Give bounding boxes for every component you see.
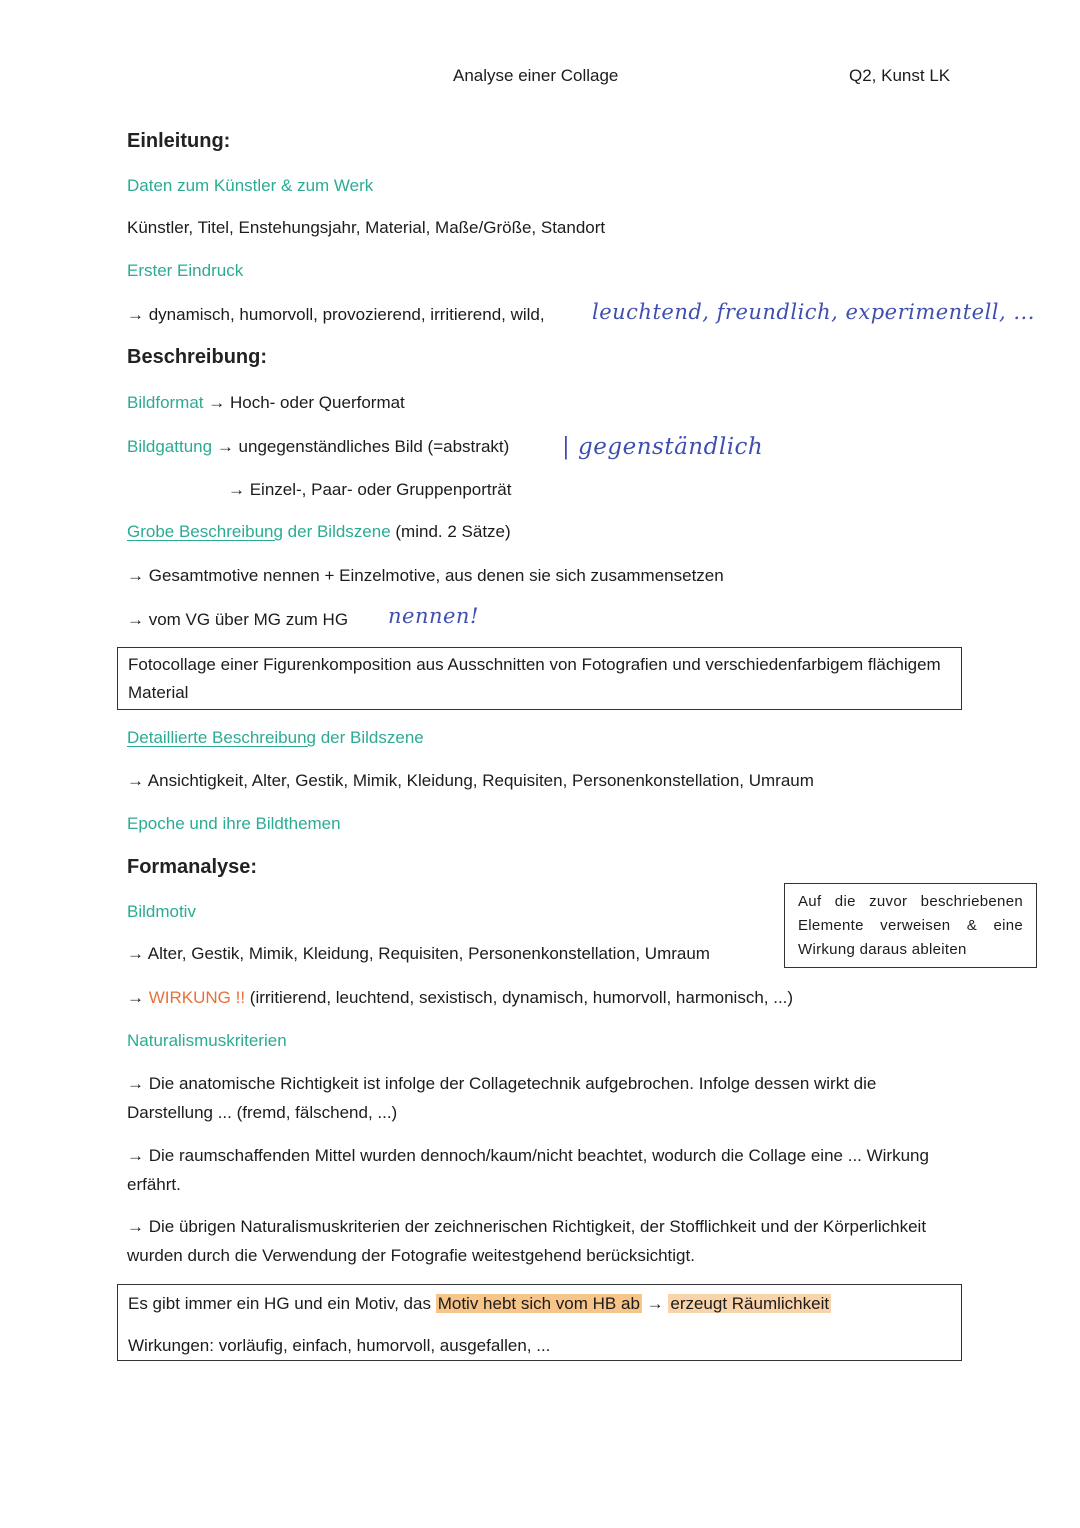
wirkung-arrow: → — [127, 988, 149, 1007]
arrow: → — [641, 1294, 669, 1313]
box-line-1 — [128, 1290, 951, 1318]
label-daten: Daten zum Künstler & zum Werk — [127, 176, 374, 195]
handwritten-nennen: nennen! — [388, 604, 479, 628]
text-ansichtigkeit: → Ansichtigkeit, Alter, Gestik, Mimik, Kleidung, Requisiten, Personenkonstellation, Umraum — [127, 771, 814, 790]
label-bildmotiv: Bildmotiv — [127, 902, 196, 921]
label-bildszene-2: der Bildszene — [316, 728, 424, 747]
heading-formanalyse: Formanalyse: — [127, 856, 258, 878]
text-wirkung: (irritierend, leuchtend, sexistisch, dynamisch, humorvoll, harmonisch, ...) — [245, 988, 794, 1007]
label-grobe-beschreibung: Grobe Beschreibung — [127, 522, 283, 541]
box-fotocollage — [117, 647, 962, 710]
heading-beschreibung: Beschreibung: — [127, 346, 268, 368]
text-erster-eindruck: → dynamisch, humorvoll, provozierend, irritierend, wild, — [127, 305, 545, 324]
row-grobe-beschreibung — [127, 522, 511, 542]
text-gesamtmotive: → Gesamtmotive nennen + Einzelmotive, aus denen sie sich zusammensetzen — [127, 566, 724, 585]
heading-einleitung: Einleitung: — [127, 130, 231, 152]
text-hg-motiv: Es gibt immer ein HG und ein Motiv, das — [128, 1294, 436, 1313]
highlight-motiv-hebt-sich: Motiv hebt sich vom HB ab — [437, 1294, 640, 1313]
handwritten-eindruck: leuchtend, freundlich, experimentell, ... — [592, 300, 1035, 324]
label-bildszene-1: der Bildszene — [282, 522, 391, 541]
highlight-raeumlichkeit: erzeugt Räumlichkeit — [670, 1294, 830, 1313]
text-natur-2: → Die raumschaffenden Mittel wurden dennoch/kaum/nicht beachtet, wodurch die Collage eine ... Wirkung erfährt. — [127, 1146, 929, 1194]
box-fotocollage-text: Fotocollage einer Figurenkomposition aus Ausschnitten von Fotografien und verschiedenfarbigem flächigem Material — [128, 655, 941, 702]
label-naturalismuskriterien: Naturalismuskriterien — [127, 1031, 287, 1050]
side-note-text: Auf die zuvor beschriebenen Elemente verweisen & eine Wirkung daraus ableiten — [798, 893, 1023, 958]
side-note-box — [784, 883, 1037, 968]
document-title: Analyse einer Collage — [453, 66, 619, 85]
label-wirkung: WIRKUNG !! — [148, 988, 246, 1007]
text-natur-1: → Die anatomische Richtigkeit ist infolge der Collagetechnik aufgebrochen. Infolge dessen wirkt die Darstellung ... (fremd, fälschend, ...) — [127, 1074, 877, 1122]
text-bildmotiv: → Alter, Gestik, Mimik, Kleidung, Requisiten, Personenkonstellation, Umraum — [127, 944, 710, 963]
box-raeumlichkeit — [117, 1284, 962, 1361]
label-epoche: Epoche und ihre Bildthemen — [127, 814, 341, 833]
text-portrait: → Einzel-, Paar- oder Gruppenporträt — [228, 480, 512, 499]
box-line-2: Wirkungen: vorläufig, einfach, humorvoll, ausgefallen, ... — [128, 1336, 551, 1355]
text-natur-3: → Die übrigen Naturalismuskriterien der zeichnerischen Richtigkeit, der Stofflichkeit und der Körperlichkeit wurden durch die Verwendung der Fotografie weitestgehend berücksichtigt. — [127, 1217, 927, 1265]
handwritten-gegenstaendlich: | gegenständlich — [562, 434, 764, 460]
row-bildformat — [127, 393, 405, 413]
row-bildgattung — [127, 437, 509, 457]
row-wirkung — [127, 988, 793, 1008]
text-daten: Künstler, Titel, Enstehungsjahr, Material, Maße/Größe, Standort — [127, 218, 606, 237]
label-erster-eindruck: Erster Eindruck — [127, 261, 244, 280]
label-bildgattung: Bildgattung — [127, 437, 213, 456]
course-label: Q2, Kunst LK — [849, 66, 951, 85]
text-bildgattung: → ungegenständliches Bild (=abstrakt) — [216, 437, 510, 456]
note-min-saetze: (mind. 2 Sätze) — [390, 522, 511, 541]
text-bildformat: → Hoch- oder Querformat — [208, 393, 405, 412]
text-vg-mg-hg: → vom VG über MG zum HG — [127, 610, 349, 629]
row-detaillierte-beschreibung — [127, 728, 424, 748]
label-bildformat: Bildformat — [127, 393, 204, 412]
label-detaillierte-beschreibung: Detaillierte Beschreibung — [127, 728, 316, 747]
